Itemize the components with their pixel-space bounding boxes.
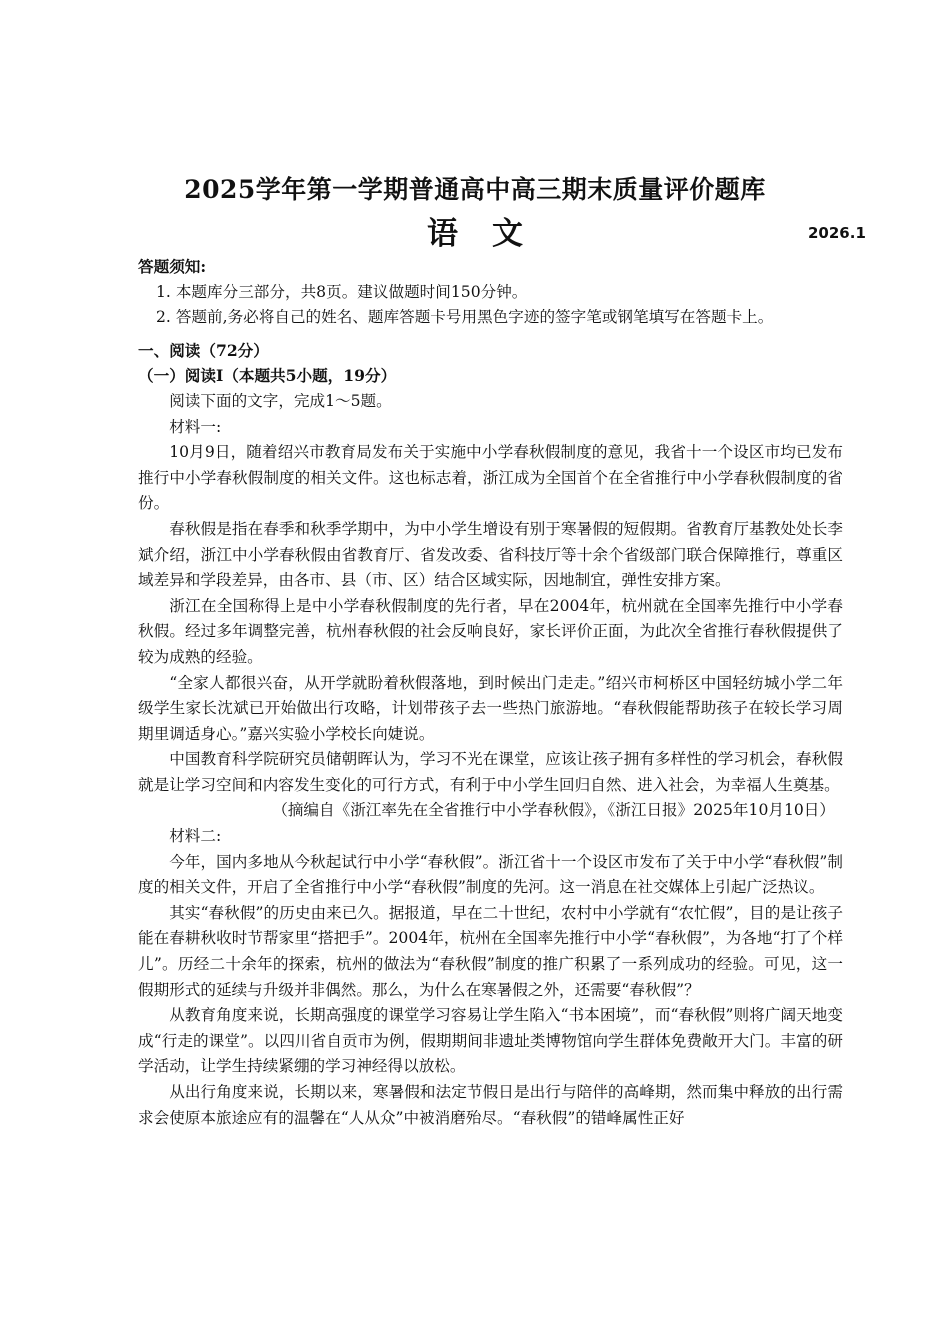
paragraph: 春秋假是指在春季和秋季学期中，为中小学生增设有别于寒暑假的短假期。省教育厅基教处处长李斌介绍，浙江中小学春秋假由省教育厅、省发改委、省科技厅等十余个省级部门联合保障推行，尊重区域差异和学段差异，由各市、县（市、区）结合区域实际，因地制宜，弹性安排方案。 [138,519,843,590]
paragraph: 从教育角度来说，长期高强度的课堂学习容易让学生陷入“书本困境”，而“春秋假”则将广阔天地变成“行走的课堂”。以四川省自贡市为例，假期期间非遗址类博物馆向学生群体免费敞开大门。丰富的研学活动，让学生持续紧绷的学习神经得以放松。 [138,1006,843,1076]
material-label: 材料一: [169,417,222,436]
instructions-heading: 答题须知: [138,257,207,276]
paragraph: 浙江在全国称得上是中小学春秋假制度的先行者，早在2004年，杭州就在全国率先推行中小学春秋假。经过多年调整完善，杭州春秋假的社会反响良好，家长评价正面，为此次全省推行春秋假提供了较为成熟的经验。 [138,596,843,666]
subsection-title: （一）阅读Ⅰ（本题共5小题，19分） [138,366,397,386]
reading-prompt: 阅读下面的文字，完成1～5题。 [169,391,392,410]
exam-title: 2025学年第一学期普通高中高三期末质量评价题库 [184,175,766,204]
section-title: 一、阅读（72分） [138,340,269,360]
exam-date: 2026.1 [808,224,866,242]
instruction-item: 1. 本题库分三部分，共8页。建议做题时间150分钟。 [156,282,528,301]
source-citation: （摘编自《浙江率先在全省推行中小学春秋假》，《浙江日报》2025年10月10日） [272,801,835,820]
exam-body [138,254,843,1131]
paragraph: 中国教育科学院研究员储朝晖认为，学习不光在课堂，应该让孩子拥有多样性的学习机会，春秋假就是让学习空间和内容发生变化的可行方式，有利于中小学生回归自然、进入社会，为幸福人生奠基。 [138,750,843,794]
subject-title: 语文 [427,216,557,252]
material-label: 材料二: [169,827,222,846]
instruction-item: 2. 答题前,务必将自己的姓名、题库答题卡号用黑色字迹的签字笔或钢笔填写在答题卡上。 [156,308,774,327]
paragraph: 其实“春秋假”的历史由来已久。据报道，早在二十世纪，农村中小学就有“农忙假”，目的是让孩子能在春耕秋收时节帮家里“搭把手”。2004年，杭州在全国率先推行中小学“春秋假”，为各地“打了个样儿”。历经二十余年的探索，杭州的做法为“春秋假”制度的推广积累了一系列成功的经验。可见，这一假期形式的延续与升级并非偶然。那么，为什么在寒暑假之外，还需要“春秋假”？ [138,903,843,999]
paragraph: 10月9日，随着绍兴市教育局发布关于实施中小学春秋假制度的意见，我省十一个设区市均已发布推行中小学春秋假制度的相关文件。这也标志着，浙江成为全国首个在全省推行中小学春秋假制度的省份。 [138,443,843,513]
paragraph: “全家人都很兴奋，从开学就盼着秋假落地，到时候出门走走。”绍兴市柯桥区中国轻纺城小学二年级学生家长沈斌已开始做出行攻略，计划带孩子去一些热门旅游地。“春秋假能帮助孩子在较长学习周期里调适身心。”嘉兴实验小学校长向婕说。 [138,673,843,743]
paragraph: 从出行角度来说，长期以来，寒暑假和法定节假日是出行与陪伴的高峰期，然而集中释放的出行需求会使原本旅途应有的温馨在“人从众”中被消磨殆尽。“春秋假”的错峰属性正好 [138,1083,843,1127]
paragraph: 今年，国内多地从今秋起试行中小学“春秋假”。浙江省十一个设区市发布了关于中小学“春秋假”制度的相关文件，开启了全省推行中小学“春秋假”制度的先河。这一消息在社交媒体上引起广泛热议。 [138,852,843,897]
